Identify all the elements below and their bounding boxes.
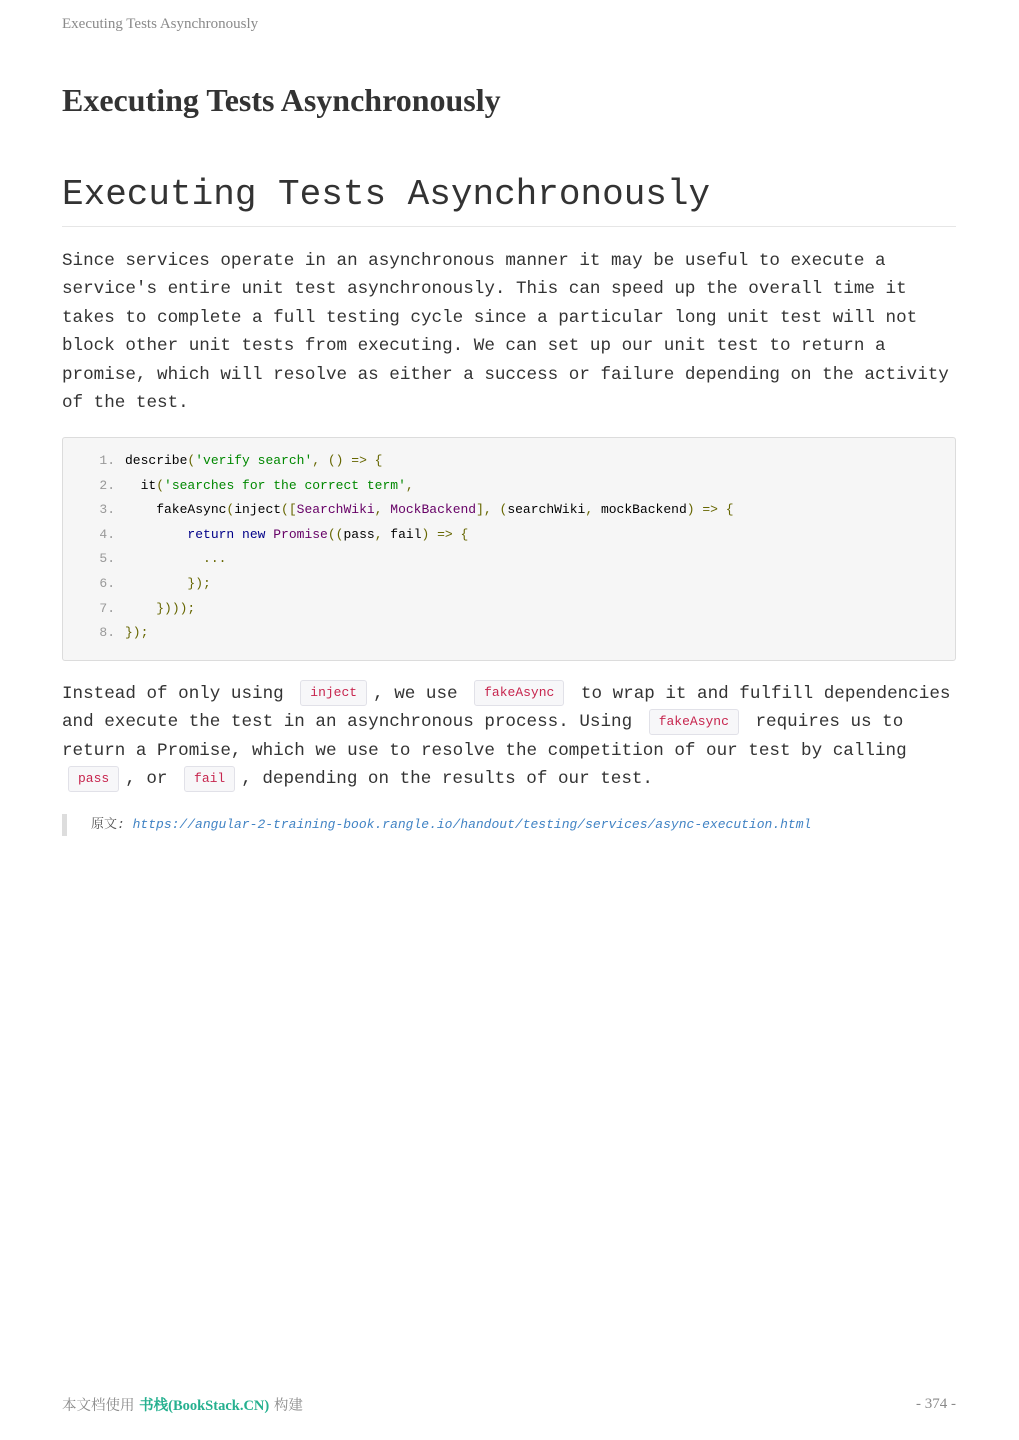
code-token: ...: [203, 551, 227, 567]
code-token: mockBackend: [600, 502, 687, 518]
code-line: [63, 597, 195, 621]
line-number: 2.: [99, 477, 115, 493]
code-token: SearchWiki: [296, 502, 375, 518]
code-token: it: [125, 477, 157, 493]
page-title: Executing Tests Asynchronously: [62, 82, 501, 118]
code-token: });: [125, 625, 149, 641]
code-line: [63, 547, 226, 571]
explanation-paragraph: [62, 680, 962, 794]
inline-code-inject: inject: [300, 680, 367, 706]
line-number: 4.: [99, 526, 115, 542]
code-token: [125, 576, 187, 591]
source-label: 原文: [91, 817, 118, 832]
code-token: inject: [234, 502, 282, 518]
inline-code-pass: pass: [68, 766, 119, 792]
code-token: ([: [281, 502, 297, 518]
code-token: searchWiki: [507, 502, 586, 518]
code-token: [125, 527, 187, 542]
code-token: fail: [390, 526, 422, 542]
explanation-text: , or: [125, 769, 179, 790]
code-line: [63, 572, 211, 596]
running-header: Executing Tests Asynchronously: [62, 16, 259, 32]
footer-brand-link[interactable]: 书栈(BookStack.CN): [139, 1398, 270, 1414]
code-token: [125, 601, 156, 616]
footer-suffix: 构建: [269, 1398, 303, 1414]
code-token: , () => {: [312, 453, 383, 468]
inline-code-fakeasync: fakeAsync: [649, 709, 739, 735]
section-heading: Executing Tests Asynchronously: [62, 172, 956, 227]
explanation-text: Instead of only using: [62, 684, 295, 704]
explanation-text: , we use: [373, 684, 469, 704]
source-blockquote: [62, 814, 811, 836]
code-token: ) => {: [686, 502, 734, 518]
source-link[interactable]: https://angular-2-training-book.rangle.io/handout/testing/services/async-execution.html: [132, 817, 812, 832]
code-token: ,: [374, 502, 391, 518]
line-number: 1.: [99, 453, 115, 468]
code-token: 'verify search': [195, 453, 313, 468]
code-line: [63, 523, 468, 547]
code-line: [63, 621, 148, 645]
code-token: fakeAsync: [125, 502, 227, 518]
code-token: pass: [343, 526, 375, 542]
inline-code-fail: fail: [184, 766, 235, 792]
code-token: })));: [156, 600, 196, 616]
explanation-text: to wrap it and fulfill dependencies and execute the test in an asynchronous process. Using: [62, 684, 951, 733]
code-token: return new: [187, 526, 274, 542]
inline-code-fakeasync: fakeAsync: [474, 680, 564, 706]
line-number: 6.: [99, 576, 115, 591]
source-colon: :: [117, 817, 133, 832]
code-token: (: [156, 477, 165, 493]
code-token: 'searches for the correct term': [164, 477, 406, 493]
code-line: [63, 498, 734, 522]
code-line: [63, 474, 414, 498]
intro-paragraph: Since services operate in an asynchronous manner it may be useful to execute a service's entire unit test asynchronously. This can speed up the overall time it takes to complete a full testing cycle since a particular long unit test will not block other unit tests from executing. We can set up our unit test to return a promise, which will resolve as either a success or failure depending on the activity of the test.: [62, 251, 949, 414]
code-token: MockBackend: [390, 502, 477, 518]
code-token: describe: [125, 453, 188, 468]
line-number: 5.: [99, 551, 115, 567]
line-number: 7.: [99, 600, 115, 616]
code-token: ,: [585, 502, 601, 518]
line-number: 8.: [99, 625, 115, 641]
footer-prefix: 本文档使用: [62, 1398, 140, 1414]
footer-credit: [62, 1394, 303, 1415]
code-block: [62, 437, 956, 661]
code-token: (: [187, 453, 196, 468]
code-token: ], (: [476, 502, 508, 518]
code-token: Promise: [273, 526, 328, 542]
explanation-text: , depending on the results of our test.: [241, 769, 653, 790]
code-token: ) => {: [421, 526, 469, 542]
code-token: ((: [327, 526, 344, 542]
code-token: });: [187, 576, 211, 591]
page-number: - 374 -: [916, 1396, 956, 1412]
code-token: [125, 551, 203, 566]
code-line: [63, 449, 382, 473]
code-token: (: [226, 502, 235, 518]
explanation-text: requires us to return a Promise, which we use to resolve the competition of our test by calling: [62, 712, 907, 761]
line-number: 3.: [99, 502, 115, 518]
code-token: ,: [374, 526, 391, 542]
code-token: ,: [405, 477, 414, 493]
